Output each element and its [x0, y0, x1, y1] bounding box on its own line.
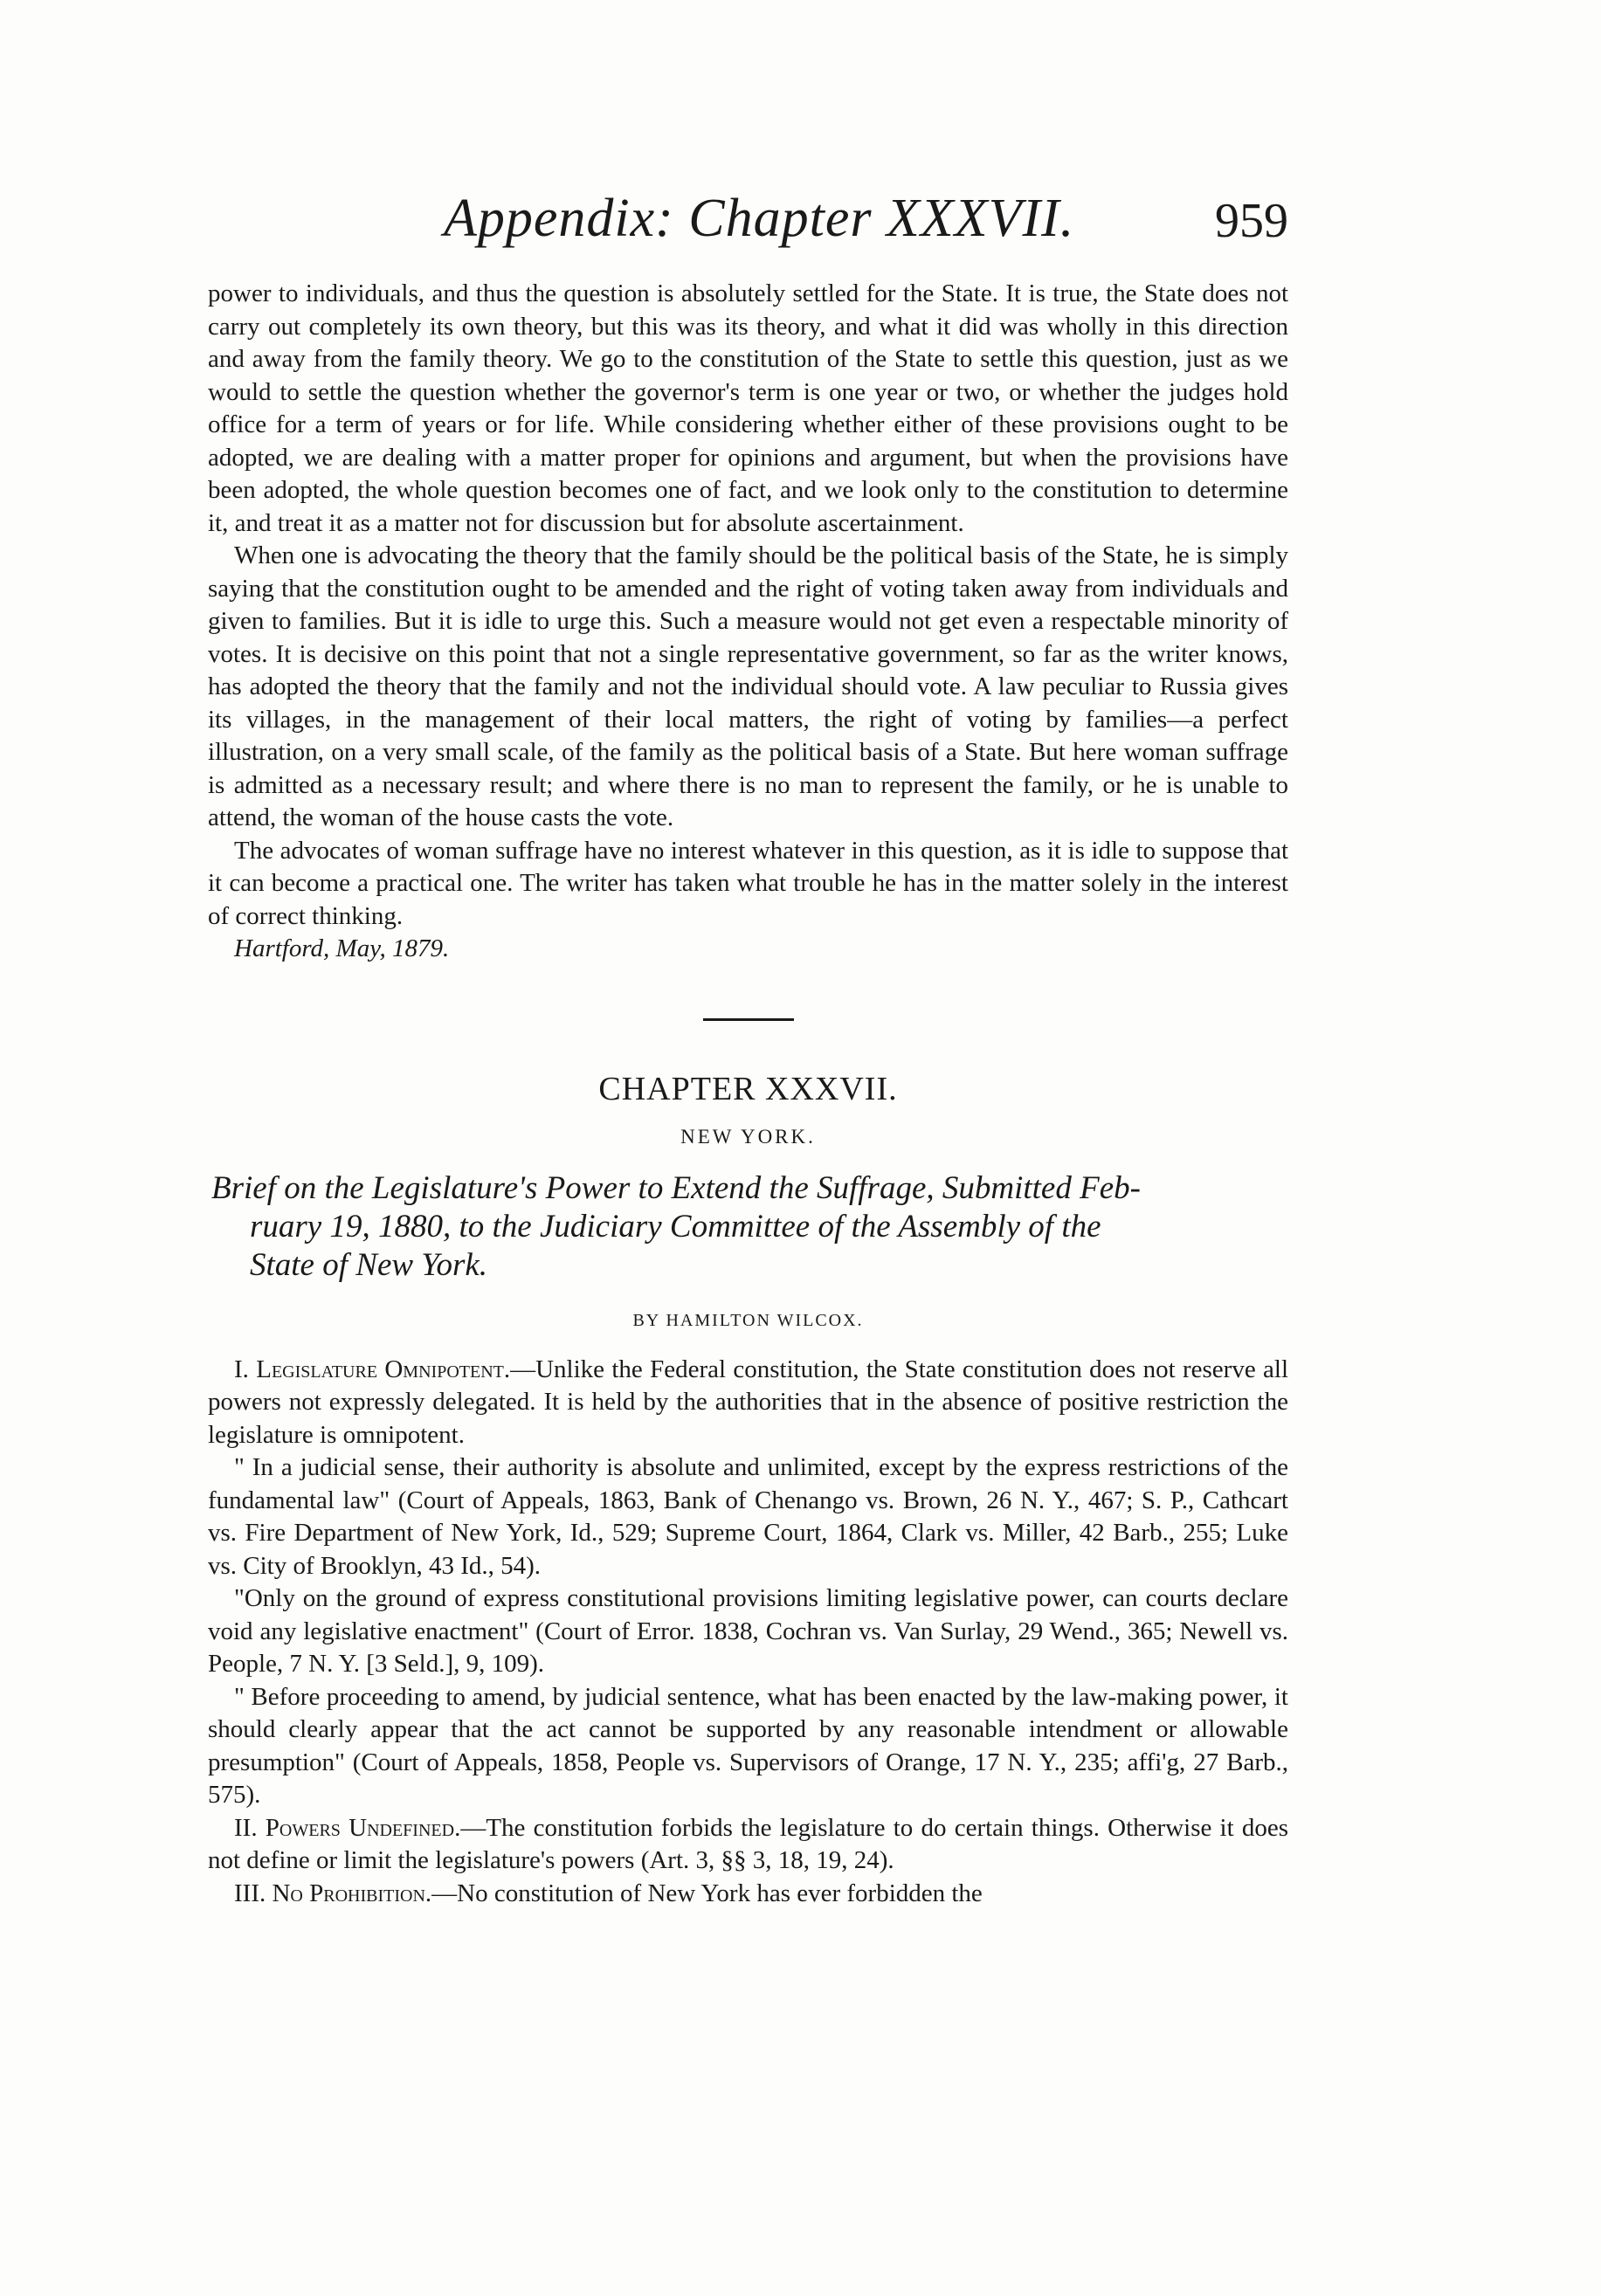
- page-number: 959: [1215, 194, 1288, 248]
- page-header: [208, 188, 1288, 258]
- author-byline: BY HAMILTON WILCOX.: [632, 1310, 864, 1330]
- paragraph-advocates: The advocates of woman suffrage have no interest whatever in this question, as it is idle to suppose that it can become a practical one. The writer has taken what trouble he has in the matter solely in the interest of correct thinking.: [208, 836, 1288, 930]
- quotation-2: "Only on the ground of express constitutional provisions limiting legislative power, can courts declare void any legislative enactment" (Court of Error. 1838, Cochran vs. Van Surlay, 29 Wend., 365; Newell vs. People, 7 N. Y. [3 Seld.], 9, 109).: [208, 1584, 1288, 1678]
- page-body: [208, 278, 1288, 1910]
- brief-title-line-1: Brief on the Legislature's Power to Extend the Suffrage, Submitted Feb-: [211, 1169, 1141, 1206]
- section-2-number: II.: [234, 1813, 258, 1842]
- brief-title-line-3: State of New York.: [250, 1246, 488, 1283]
- paragraph-family-theory: power to individuals, and thus the question is absolutely settled for the State. It is true, the State does not carry out completely its own theory, but this was its theory, and what it did was wholly in this direction and away from the family theory. We go to the constitution of the State to settle this question, just as we would to settle the question whether the governor's term is one year or two, or whether the judges hold office for a term of years or for life. While considering whether either of these provisions ought to be adopted, we are dealing with a matter proper for opinions and argument, but when the provisions have been adopted, the whole question becomes one of fact, and we look only to the constitution to determine it, and treat it as a matter not for discussion but for absolute ascertainment.: [208, 279, 1288, 537]
- dateline: Hartford, May, 1879.: [234, 934, 450, 962]
- brief-title-line-2: ruary 19, 1880, to the Judiciary Committee of the Assembly of the: [250, 1208, 1101, 1245]
- section-2-text: —The constitution forbids the legislature to do certain things. Otherwise it does not define or limit the legislature's powers (Art. 3, §§ 3, 18, 19, 24).: [208, 1813, 1289, 1874]
- section-2-heading: Powers Undefined.: [265, 1813, 461, 1842]
- section-1-text: —Unlike the Federal constitution, the State constitution does not reserve all powers not expressly delegated. It is held by the authorities that in the absence of positive restriction the legislature is omnipotent.: [208, 1355, 1289, 1449]
- chapter-title: CHAPTER XXXVII.: [598, 1070, 898, 1107]
- section-2: [208, 1812, 1288, 1878]
- brief-title: [208, 1169, 1288, 1285]
- quotation-1: " In a judicial sense, their authority is absolute and unlimited, except by the express restrictions of the fundamental law" (Court of Appeals, 1863, Bank of Chenango vs. Brown, 26 N. Y., 467; S. P., Cathcart vs. Fire Department of New York, Id., 529; Supreme Court, 1864, Clark vs. Miller, 42 Barb., 255; Luke vs. City of Brooklyn, 43 Id., 54).: [208, 1453, 1288, 1580]
- section-1: [208, 1354, 1288, 1452]
- section-3: [208, 1878, 1288, 1911]
- running-head: Appendix: Chapter XXXVII.: [444, 189, 1075, 248]
- section-1-heading: Legislature Omnipotent.: [256, 1355, 511, 1383]
- section-3-text: —No constitution of New York has ever forbidden the: [431, 1879, 983, 1907]
- chapter-state: NEW YORK.: [680, 1125, 816, 1148]
- section-divider: [703, 1018, 794, 1021]
- section-1-number: I.: [234, 1355, 249, 1383]
- section-3-heading: No Prohibition.: [272, 1879, 432, 1907]
- section-3-number: III.: [234, 1879, 266, 1907]
- paragraph-family-basis: When one is advocating the theory that the family should be the political basis of the State, he is simply saying that the constitution ought to be amended and the right of voting taken away from individuals and given to families. But it is idle to urge this. Such a measure would not get even a respectable minority of votes. It is decisive on this point that not a single representative government, so far as the writer knows, has adopted the theory that the family and not the individual should vote. A law peculiar to Russia gives its villages, in the management of their local matters, the right of voting by families—a perfect illustration, on a very small scale, of the family as the political basis of a State. But here woman suffrage is admitted as a necessary result; and where there is no man to represent the family, or he is unable to attend, the woman of the house casts the vote.: [208, 541, 1288, 831]
- quotation-3: " Before proceeding to amend, by judicial sentence, what has been enacted by the law-making power, it should clearly appear that the act cannot be supported by any reasonable intendment or allowable presumption" (Court of Appeals, 1858, People vs. Supervisors of Orange, 17 N. Y., 235; affi'g, 27 Barb., 575).: [208, 1682, 1288, 1809]
